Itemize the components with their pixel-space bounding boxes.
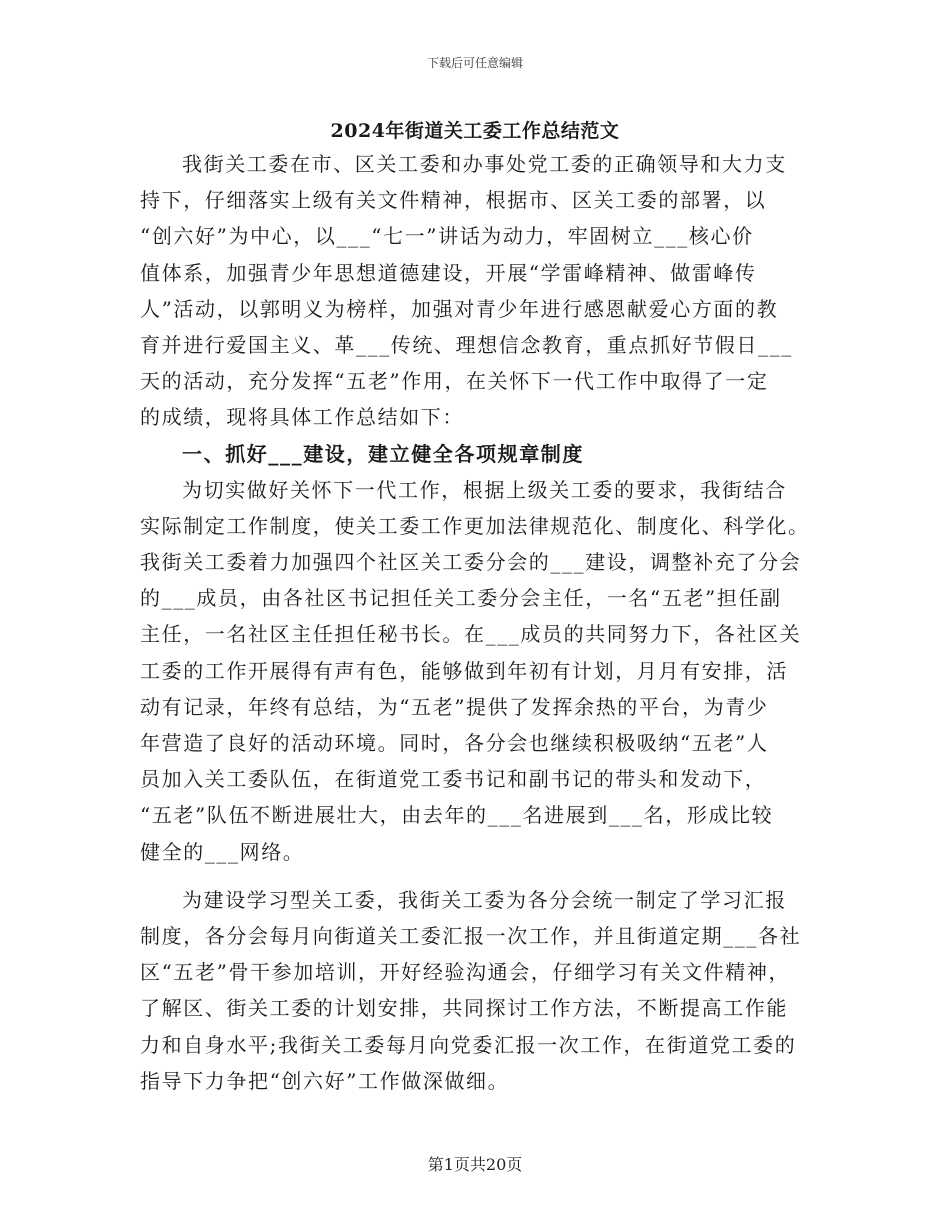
document-title: 2024年街道关工委工作总结范文 (330, 120, 620, 142)
paragraph-3-line-2: 制度，各分会每月向街道关工委汇报一次工作，并且街道定期___各社 (140, 923, 802, 948)
section-heading-1: 一、抓好___建设，建立健全各项规章制度 (182, 441, 584, 466)
paragraph-2-line-10: “五老”队伍不断进展壮大，由去年的___名进展到___名，形成比较 (140, 803, 774, 828)
paragraph-2-line-9: 员加入关工委队伍，在街道党工委书记和副书记的带头和发动下， (140, 767, 767, 792)
paragraph-3-line-5: 力和自身水平;我街关工委每月向党委汇报一次工作，在街道党工委的 (140, 1032, 797, 1057)
paragraph-1-line-5: 人”活动，以郭明义为榜样，加强对青少年进行感恩献爱心方面的教 (140, 296, 779, 321)
paragraph-3-line-1: 为建设学习型关工委，我街关工委为各分会统一制定了学习汇报 (182, 887, 787, 912)
paragraph-1-line-3: “创六好”为中心，以___“七一”讲话为动力，牢固树立___核心价 (140, 224, 754, 249)
paragraph-2-line-11: 健全的___网络。 (140, 839, 305, 864)
paragraph-1-line-1: 我街关工委在市、区关工委和办事处党工委的正确领导和大力支 (182, 152, 787, 176)
paragraph-1-line-2: 持下，仔细落实上级有关文件精神，根据市、区关工委的部署，以 (140, 188, 767, 213)
paragraph-2-line-2: 实际制定工作制度，使关工委工作更加法律规范化、制度化、科学化。 (140, 513, 810, 538)
document-body (140, 146, 812, 1099)
paragraph-2-line-3: 我街关工委着力加强四个社区关工委分会的___建设，调整补充了分会 (140, 550, 802, 575)
paragraph-1-line-7: 天的活动，充分发挥“五老”作用，在关怀下一代工作中取得了一定 (140, 369, 769, 394)
page-number-footer: 第1页共20页 (427, 1155, 523, 1174)
paragraph-3-line-3: 区“五老”骨干参加培训，开好经验沟通会，仔细学习有关文件精神， (140, 960, 791, 985)
paragraph-2-line-5: 主任，一名社区主任担任秘书长。在___成员的共同努力下，各社区关 (140, 622, 802, 647)
paragraph-2-line-7: 动有记录，年终有总结，为“五老”提供了发挥余热的平台，为青少 (140, 694, 769, 719)
paragraph-1-line-6: 育并进行爱国主义、革___传统、理想信念教育，重点抓好节假日___ (140, 332, 793, 357)
paragraph-3-line-6: 指导下力争把“创六好”工作做深做细。 (140, 1068, 510, 1093)
paragraph-2-line-4: 的___成员，由各社区书记担任关工委分会主任，一名“五老”担任副 (140, 586, 782, 611)
paragraph-1-line-8: 的成绩，现将具体工作总结如下： (140, 405, 464, 430)
paragraph-spacer (140, 870, 812, 882)
paragraph-2-line-6: 工委的工作开展得有声有色，能够做到年初有计划，月月有安排，活 (140, 658, 788, 683)
paragraph-3-line-4: 了解区、街关工委的计划安排，共同探讨工作方法，不断提高工作能 (140, 996, 788, 1021)
paragraph-1-line-4: 值体系，加强青少年思想道德建设，开展“学雷峰精神、做雷峰传 (140, 260, 757, 285)
header-note: 下载后可任意编辑 (426, 56, 523, 70)
paragraph-2-line-1: 为切实做好关怀下一代工作，根据上级关工委的要求，我街结合 (182, 477, 787, 502)
paragraph-2-line-8: 年营造了良好的活动环境。同时，各分会也继续积极吸纳“五老”人 (140, 731, 769, 755)
